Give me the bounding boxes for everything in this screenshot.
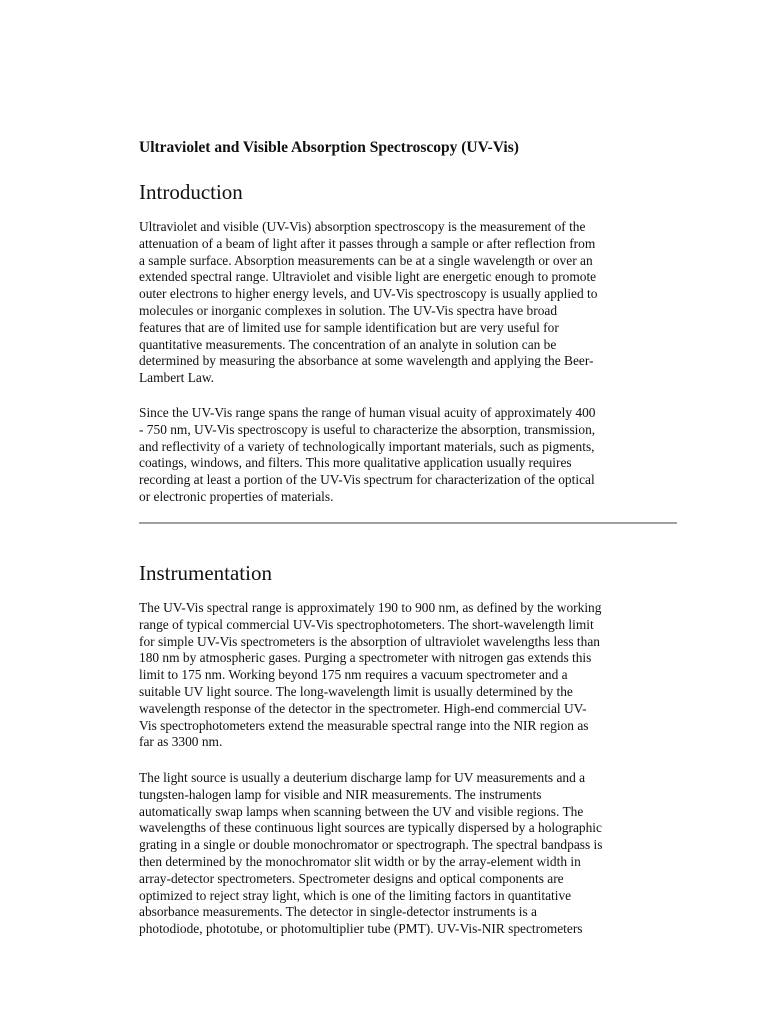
text-line: automatically swap lamps when scanning between the UV and visible regions. The [139,803,584,819]
text-line: outer electrons to higher energy levels, and UV-Vis spectroscopy is usually applied to [139,286,598,302]
introduction-paragraph-1 [139,219,677,387]
text-line: limit to 175 nm. Working beyond 175 nm requires a vacuum spectrometer and a [139,667,568,683]
text-line: then determined by the monochromator slit width or by the array-element width in [139,853,581,869]
document-title: Ultraviolet and Visible Absorption Spectroscopy (UV-Vis) [139,139,519,156]
instrumentation-paragraph-2 [139,770,677,938]
text-line: Vis spectrophotometers extend the measurable spectral range into the NIR region as [139,717,589,733]
text-line: absorbance measurements. The detector in single-detector instruments is a [139,904,537,920]
text-line: features that are of limited use for sample identification but are very useful for [139,319,559,335]
text-line: photodiode, phototube, or photomultiplier tube (PMT). UV-Vis-NIR spectrometers [139,921,583,937]
text-line: coatings, windows, and filters. This more qualitative application usually requires [139,455,572,471]
text-line: - 750 nm, UV-Vis spectroscopy is useful to characterize the absorption, transmission, [139,421,596,437]
text-line: or electronic properties of materials. [139,488,334,504]
text-line: tungsten-halogen lamp for visible and NIR measurements. The instruments [139,786,542,802]
text-line: recording at least a portion of the UV-Vis spectrum for characterization of the optical [139,472,595,488]
introduction-paragraph-2 [139,405,677,506]
text-line: The UV-Vis spectral range is approximately 190 to 900 nm, as defined by the working [139,600,602,615]
section-heading-introduction: Introduction [139,180,243,204]
text-line: optimized to reject stray light, which is one of the limiting factors in quantitative [139,887,572,903]
instrumentation-paragraph-1 [139,600,677,751]
text-line: Since the UV-Vis range spans the range of human visual acuity of approximately 400 [139,405,596,420]
text-line: Ultraviolet and visible (UV-Vis) absorption spectroscopy is the measurement of the [139,219,586,234]
horizontal-divider [139,522,677,524]
section-heading-instrumentation: Instrumentation [139,561,272,585]
text-line: determined by measuring the absorbance at some wavelength and applying the Beer- [139,353,594,369]
text-line: wavelengths of these continuous light sources are typically dispersed by a holographic [139,820,602,836]
text-line: extended spectral range. Ultraviolet and visible light are energetic enough to promote [139,269,597,285]
text-line: 180 nm by atmospheric gases. Purging a spectrometer with nitrogen gas extends this [139,650,592,666]
text-line: suitable UV light source. The long-wavelength limit is usually determined by the [139,683,573,699]
text-line: grating in a single or double monochromator or spectrograph. The spectral bandpass is [139,837,603,853]
text-line: for simple UV-Vis spectrometers is the absorption of ultraviolet wavelengths less than [139,633,600,649]
text-line: and reflectivity of a variety of technologically important materials, such as pigments, [139,438,595,454]
text-line: array-detector spectrometers. Spectrometer designs and optical components are [139,870,564,886]
text-line: range of typical commercial UV-Vis spectrophotometers. The short-wavelength limit [139,616,594,632]
text-line: far as 3300 nm. [139,734,223,750]
text-line: attenuation of a beam of light after it passes through a sample or after reflection from [139,235,596,251]
text-line: wavelength response of the detector in the spectrometer. High-end commercial UV- [139,700,587,716]
text-line: Lambert Law. [139,370,214,386]
text-line: The light source is usually a deuterium discharge lamp for UV measurements and a [139,770,586,785]
text-line: molecules or inorganic complexes in solution. The UV-Vis spectra have broad [139,302,558,318]
text-line: a sample surface. Absorption measurements can be at a single wavelength or over an [139,252,593,268]
text-line: quantitative measurements. The concentration of an analyte in solution can be [139,336,557,352]
